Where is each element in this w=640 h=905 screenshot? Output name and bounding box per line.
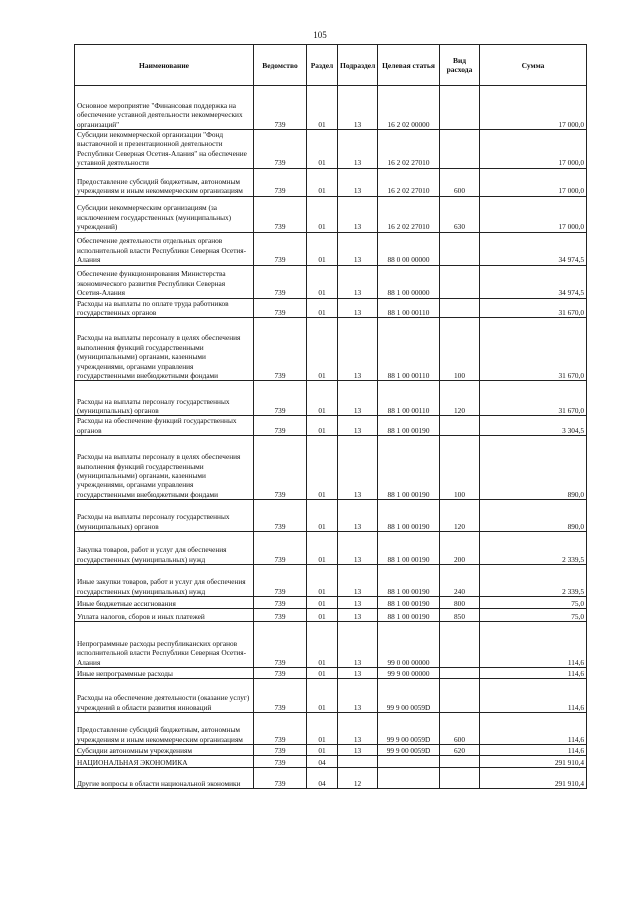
cell-article: 99 9 00 0059D <box>378 745 440 756</box>
header-subsection: Подраздел <box>338 45 378 86</box>
cell-section: 01 <box>307 265 338 298</box>
cell-dept: 739 <box>254 713 307 745</box>
cell-section: 01 <box>307 381 338 416</box>
cell-article: 99 9 00 00000 <box>378 668 440 679</box>
cell-article: 99 0 00 00000 <box>378 622 440 668</box>
cell-expense-type: 120 <box>440 500 480 532</box>
cell-subsection: 13 <box>338 668 378 679</box>
table-row <box>75 668 587 679</box>
cell-dept: 739 <box>254 318 307 381</box>
cell-name: Расходы на выплаты по оплате труда работников государственных органов <box>75 298 254 318</box>
cell-section: 01 <box>307 745 338 756</box>
cell-section: 04 <box>307 768 338 789</box>
cell-name: Расходы на выплаты персоналу государственных (муниципальных) органов <box>75 500 254 532</box>
table-row <box>75 768 587 789</box>
cell-dept: 739 <box>254 668 307 679</box>
cell-article: 88 1 00 00110 <box>378 318 440 381</box>
cell-sum: 291 910,4 <box>480 756 587 768</box>
cell-expense-type: 100 <box>440 436 480 500</box>
cell-name: Иные бюджетные ассигнования <box>75 597 254 609</box>
cell-section: 01 <box>307 86 338 130</box>
cell-sum: 3 304,5 <box>480 416 587 436</box>
cell-sum: 114,6 <box>480 713 587 745</box>
cell-section: 01 <box>307 318 338 381</box>
cell-subsection: 13 <box>338 565 378 597</box>
cell-section: 01 <box>307 130 338 169</box>
cell-name: Субсидии автономным учреждениям <box>75 745 254 756</box>
cell-subsection: 13 <box>338 232 378 265</box>
cell-subsection: 13 <box>338 500 378 532</box>
cell-name: Предоставление субсидий бюджетным, автономным учреждениям и иным некоммерческим организациям <box>75 713 254 745</box>
cell-subsection: 13 <box>338 381 378 416</box>
cell-dept: 739 <box>254 436 307 500</box>
table-row <box>75 679 587 713</box>
cell-subsection: 13 <box>338 130 378 169</box>
cell-name: Субсидии некоммерческой организации "Фонд выставочной и презентационной деятельности Республики Северная Осетия-Алания" на обеспечение уставной деятельности <box>75 130 254 169</box>
header-article: Целевая статья <box>378 45 440 86</box>
cell-article: 99 9 00 0059D <box>378 713 440 745</box>
cell-sum: 2 339,5 <box>480 532 587 565</box>
cell-dept: 739 <box>254 168 307 196</box>
cell-section: 01 <box>307 668 338 679</box>
cell-dept: 739 <box>254 532 307 565</box>
cell-name: Обеспечение функционирования Министерства экономического развития Республики Северная Осетия-Алания <box>75 265 254 298</box>
cell-article: 88 0 00 00000 <box>378 232 440 265</box>
table-row <box>75 745 587 756</box>
cell-sum: 75,0 <box>480 609 587 622</box>
cell-subsection: 13 <box>338 86 378 130</box>
cell-sum: 34 974,5 <box>480 232 587 265</box>
cell-expense-type <box>440 265 480 298</box>
cell-sum: 31 670,0 <box>480 381 587 416</box>
table-row <box>75 196 587 232</box>
table-row <box>75 597 587 609</box>
cell-subsection: 13 <box>338 745 378 756</box>
cell-sum: 31 670,0 <box>480 298 587 318</box>
cell-section: 01 <box>307 622 338 668</box>
cell-subsection: 12 <box>338 768 378 789</box>
cell-dept: 739 <box>254 622 307 668</box>
cell-expense-type: 850 <box>440 609 480 622</box>
cell-dept: 739 <box>254 381 307 416</box>
cell-section: 01 <box>307 679 338 713</box>
header-sum: Сумма <box>480 45 587 86</box>
cell-article: 88 1 00 00190 <box>378 532 440 565</box>
cell-name: Расходы на выплаты персоналу государственных (муниципальных) органов <box>75 381 254 416</box>
cell-article: 16 2 02 27010 <box>378 168 440 196</box>
table-row <box>75 609 587 622</box>
table-header <box>75 45 587 86</box>
cell-subsection: 13 <box>338 196 378 232</box>
cell-dept: 739 <box>254 232 307 265</box>
cell-name: Иные закупки товаров, работ и услуг для обеспечения государственных (муниципальных) нужд <box>75 565 254 597</box>
cell-sum: 17 000,0 <box>480 130 587 169</box>
cell-expense-type: 600 <box>440 713 480 745</box>
cell-name: Иные непрограммные расходы <box>75 668 254 679</box>
cell-expense-type: 100 <box>440 318 480 381</box>
table-row <box>75 86 587 130</box>
cell-subsection: 13 <box>338 436 378 500</box>
cell-sum: 114,6 <box>480 622 587 668</box>
cell-dept: 739 <box>254 298 307 318</box>
header-dept: Ведомство <box>254 45 307 86</box>
cell-expense-type: 200 <box>440 532 480 565</box>
cell-article: 16 2 02 27010 <box>378 196 440 232</box>
cell-article: 88 1 00 00190 <box>378 565 440 597</box>
cell-dept: 739 <box>254 745 307 756</box>
cell-sum: 31 670,0 <box>480 318 587 381</box>
table-row <box>75 756 587 768</box>
cell-name: Обеспечение деятельности отдельных органов исполнительной власти Республики Северная Осетия-Алания <box>75 232 254 265</box>
cell-subsection: 13 <box>338 318 378 381</box>
cell-subsection: 13 <box>338 597 378 609</box>
cell-section: 01 <box>307 713 338 745</box>
table-row <box>75 232 587 265</box>
cell-subsection: 13 <box>338 679 378 713</box>
cell-expense-type <box>440 86 480 130</box>
cell-sum: 114,6 <box>480 745 587 756</box>
cell-section: 01 <box>307 500 338 532</box>
cell-expense-type <box>440 756 480 768</box>
cell-name: Расходы на обеспечение функций государственных органов <box>75 416 254 436</box>
cell-sum: 890,0 <box>480 436 587 500</box>
table-body <box>75 86 587 789</box>
cell-expense-type: 240 <box>440 565 480 597</box>
table-row <box>75 381 587 416</box>
cell-dept: 739 <box>254 565 307 597</box>
cell-name: Расходы на выплаты персоналу в целях обеспечения выполнения функций государственными (муниципальными) органами, казенными учреждениями, органами управления государственными внебюджетными фондами <box>75 318 254 381</box>
cell-article: 99 9 00 0059D <box>378 679 440 713</box>
cell-expense-type: 120 <box>440 381 480 416</box>
cell-article <box>378 768 440 789</box>
cell-dept: 739 <box>254 500 307 532</box>
cell-expense-type: 630 <box>440 196 480 232</box>
cell-dept: 739 <box>254 609 307 622</box>
cell-expense-type <box>440 416 480 436</box>
cell-section: 01 <box>307 298 338 318</box>
header-expense-type: Вид расхода <box>440 45 480 86</box>
cell-section: 01 <box>307 565 338 597</box>
table-row <box>75 168 587 196</box>
cell-section: 01 <box>307 416 338 436</box>
cell-section: 01 <box>307 196 338 232</box>
table-row <box>75 416 587 436</box>
cell-expense-type: 800 <box>440 597 480 609</box>
cell-article: 88 1 00 00000 <box>378 265 440 298</box>
cell-dept: 739 <box>254 416 307 436</box>
cell-sum: 75,0 <box>480 597 587 609</box>
cell-subsection: 13 <box>338 622 378 668</box>
cell-sum: 114,6 <box>480 668 587 679</box>
cell-expense-type <box>440 668 480 679</box>
cell-name: Закупка товаров, работ и услуг для обеспечения государственных (муниципальных) нужд <box>75 532 254 565</box>
cell-dept: 739 <box>254 265 307 298</box>
cell-dept: 739 <box>254 130 307 169</box>
cell-section: 01 <box>307 532 338 565</box>
cell-expense-type <box>440 768 480 789</box>
cell-name: Другие вопросы в области национальной экономики <box>75 768 254 789</box>
cell-subsection: 13 <box>338 298 378 318</box>
cell-expense-type <box>440 232 480 265</box>
cell-sum: 17 000,0 <box>480 86 587 130</box>
cell-dept: 739 <box>254 597 307 609</box>
cell-expense-type: 600 <box>440 168 480 196</box>
cell-sum: 17 000,0 <box>480 168 587 196</box>
table-row <box>75 532 587 565</box>
cell-dept: 739 <box>254 196 307 232</box>
cell-sum: 114,6 <box>480 679 587 713</box>
cell-article: 88 1 00 00190 <box>378 597 440 609</box>
cell-section: 01 <box>307 609 338 622</box>
table-row <box>75 130 587 169</box>
cell-article: 88 1 00 00110 <box>378 381 440 416</box>
cell-article: 88 1 00 00190 <box>378 500 440 532</box>
cell-subsection: 13 <box>338 416 378 436</box>
table-row <box>75 298 587 318</box>
table-row <box>75 622 587 668</box>
cell-expense-type <box>440 298 480 318</box>
table-row <box>75 713 587 745</box>
cell-article: 88 1 00 00190 <box>378 436 440 500</box>
cell-article: 88 1 00 00110 <box>378 298 440 318</box>
cell-subsection <box>338 756 378 768</box>
table-row <box>75 565 587 597</box>
cell-expense-type: 620 <box>440 745 480 756</box>
cell-name: Расходы на выплаты персоналу в целях обеспечения выполнения функций государственными (муниципальными) органами, казенными учреждениями, органами управления государственными внебюджетными фондами <box>75 436 254 500</box>
cell-article: 16 2 02 27010 <box>378 130 440 169</box>
cell-name: Непрограммные расходы республиканских органов исполнительной власти Республики Северная Осетия-Алания <box>75 622 254 668</box>
cell-subsection: 13 <box>338 713 378 745</box>
cell-dept: 739 <box>254 756 307 768</box>
cell-sum: 34 974,5 <box>480 265 587 298</box>
cell-section: 01 <box>307 168 338 196</box>
cell-article: 88 1 00 00190 <box>378 416 440 436</box>
cell-name: Субсидии некоммерческим организациям (за исключением государственных (муниципальных) учреждений) <box>75 196 254 232</box>
cell-section: 04 <box>307 756 338 768</box>
cell-sum: 17 000,0 <box>480 196 587 232</box>
cell-article <box>378 756 440 768</box>
cell-section: 01 <box>307 597 338 609</box>
cell-sum: 2 339,5 <box>480 565 587 597</box>
page-number: 105 <box>313 30 327 40</box>
cell-expense-type <box>440 130 480 169</box>
cell-subsection: 13 <box>338 168 378 196</box>
table-row <box>75 500 587 532</box>
cell-subsection: 13 <box>338 532 378 565</box>
cell-section: 01 <box>307 436 338 500</box>
table-row <box>75 318 587 381</box>
table-row <box>75 265 587 298</box>
cell-dept: 739 <box>254 768 307 789</box>
cell-section: 01 <box>307 232 338 265</box>
cell-dept: 739 <box>254 86 307 130</box>
cell-name: НАЦИОНАЛЬНАЯ ЭКОНОМИКА <box>75 756 254 768</box>
table-row <box>75 436 587 500</box>
cell-subsection: 13 <box>338 265 378 298</box>
budget-table <box>74 44 587 789</box>
cell-name: Уплата налогов, сборов и иных платежей <box>75 609 254 622</box>
cell-name: Предоставление субсидий бюджетным, автономным учреждениям и иным некоммерческим организациям <box>75 168 254 196</box>
cell-expense-type <box>440 622 480 668</box>
cell-article: 16 2 02 00000 <box>378 86 440 130</box>
cell-sum: 291 910,4 <box>480 768 587 789</box>
header-section: Раздел <box>307 45 338 86</box>
cell-name: Основное мероприятие "Финансовая поддержка на обеспечение уставной деятельности некоммерческих организаций" <box>75 86 254 130</box>
cell-sum: 890,0 <box>480 500 587 532</box>
header-name: Наименование <box>75 45 254 86</box>
cell-name: Расходы на обеспечение деятельности (оказание услуг) учреждений в области развития инноваций <box>75 679 254 713</box>
cell-dept: 739 <box>254 679 307 713</box>
cell-subsection: 13 <box>338 609 378 622</box>
cell-article: 88 1 00 00190 <box>378 609 440 622</box>
cell-expense-type <box>440 679 480 713</box>
